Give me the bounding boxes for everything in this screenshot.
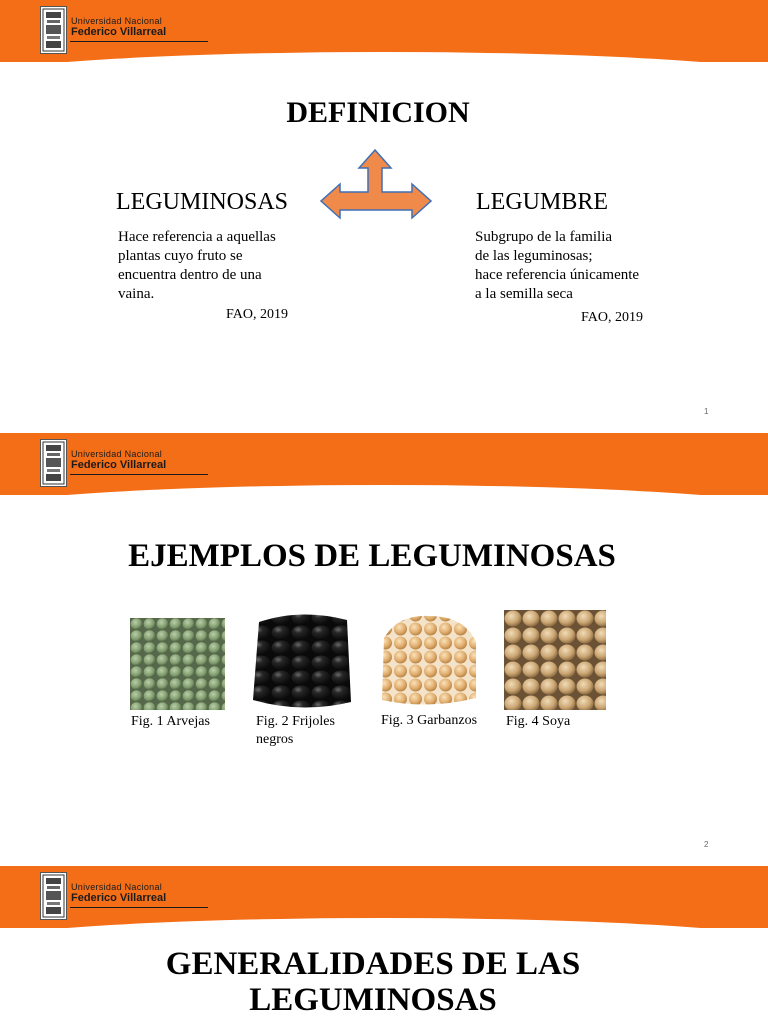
left-definition-line: vaina. bbox=[118, 286, 155, 302]
university-name-line1: Universidad Nacional bbox=[71, 882, 163, 892]
slide-title: DEFINICION bbox=[286, 96, 470, 129]
caption-line: Fig. 2 Frijoles bbox=[256, 714, 335, 729]
right-definition bbox=[475, 228, 639, 304]
slide-title-line: LEGUMINOSAS bbox=[249, 982, 497, 1018]
right-definition-line: de las leguminosas; bbox=[475, 248, 593, 264]
caption-line: Fig. 3 Garbanzos bbox=[381, 713, 478, 728]
soybeans-photo bbox=[504, 610, 606, 710]
slide-title-line: GENERALIDADES DE LAS bbox=[165, 946, 581, 982]
left-definition bbox=[118, 228, 276, 304]
left-citation: FAO, 2019 bbox=[226, 307, 288, 322]
caption-line: negros bbox=[256, 732, 294, 747]
left-definition-line: encuentra dentro de una bbox=[118, 267, 262, 283]
right-citation: FAO, 2019 bbox=[581, 310, 643, 325]
header-underline bbox=[70, 474, 208, 475]
university-name-line2: Federico Villarreal bbox=[71, 26, 167, 38]
university-name-line2: Federico Villarreal bbox=[71, 459, 167, 471]
left-definition-line: Hace referencia a aquellas bbox=[118, 229, 276, 245]
caption-line: Fig. 1 Arvejas bbox=[131, 714, 210, 729]
slide-title: EJEMPLOS DE LEGUMINOSAS bbox=[128, 538, 616, 574]
caption-line: Fig. 4 Soya bbox=[506, 714, 571, 729]
university-logo bbox=[40, 439, 67, 487]
university-logo bbox=[40, 6, 67, 54]
slide-title bbox=[0, 946, 746, 1018]
slide-2 bbox=[0, 433, 768, 865]
header-underline bbox=[70, 41, 208, 42]
peas-photo bbox=[130, 618, 225, 710]
right-definition-line: Subgrupo de la familia bbox=[475, 229, 613, 245]
three-way-arrow-icon bbox=[318, 148, 436, 220]
right-heading: LEGUMBRE bbox=[476, 189, 608, 215]
black-beans-photo bbox=[251, 610, 353, 710]
slide-3 bbox=[0, 866, 768, 1024]
header-underline bbox=[70, 907, 208, 908]
figure-caption bbox=[506, 713, 570, 731]
left-definition-line: plantas cuyo fruto se bbox=[118, 248, 243, 264]
right-definition-line: hace referencia únicamente bbox=[475, 267, 640, 283]
chickpeas-photo bbox=[378, 608, 479, 710]
figure-caption bbox=[256, 713, 335, 749]
university-name-line2: Federico Villarreal bbox=[71, 892, 167, 904]
figure-caption bbox=[381, 712, 477, 730]
figure-caption bbox=[131, 713, 210, 731]
page-number: 2 bbox=[704, 840, 709, 849]
right-definition-line: a la semilla seca bbox=[475, 286, 573, 302]
left-heading: LEGUMINOSAS bbox=[116, 189, 289, 215]
slide-1 bbox=[0, 0, 768, 432]
university-name-line1: Universidad Nacional bbox=[71, 449, 163, 459]
university-name-line1: Universidad Nacional bbox=[71, 16, 163, 26]
page-number: 1 bbox=[704, 407, 709, 416]
university-logo bbox=[40, 872, 67, 920]
